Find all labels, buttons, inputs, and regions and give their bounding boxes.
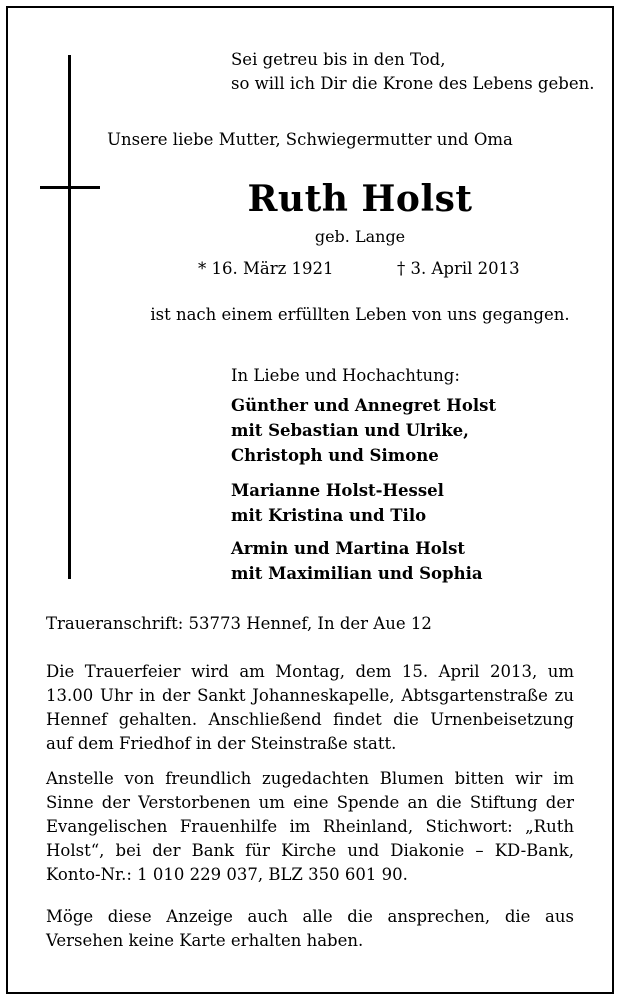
closing-paragraph: Möge diese Anzeige auch alle die ansprechen, die aus Versehen keine Karte erhalten haben. (46, 907, 574, 950)
verse-line-1: Sei getreu bis in den Tod, (231, 50, 446, 69)
family-line: mit Kristina und Tilo (231, 506, 427, 525)
intro-text: Unsere liebe Mutter, Schwiegermutter und Oma (107, 130, 513, 149)
death-date: † 3. April 2013 (397, 259, 520, 278)
family-line: Günther und Annegret Holst (231, 396, 497, 415)
family-group-3 (231, 536, 483, 586)
ceremony-paragraph: Die Trauerfeier wird am Montag, dem 15. April 2013, um 13.00 Uhr in der Sankt Johanneskapelle, Abtsgartenstraße zu Hennef gehalten. Anschließend findet die Urnenbeisetzung auf dem Friedhof in der Steinstraße statt. (46, 662, 574, 753)
maiden-name: geb. Lange (314, 227, 406, 246)
birth-date: * 16. März 1921 (198, 259, 334, 278)
family-group-1 (231, 393, 496, 468)
mourners-intro: In Liebe und Hochachtung: (231, 366, 460, 385)
donation-paragraph: Anstelle von freundlich zugedachten Blumen bitten wir im Sinne der Verstorbenen um eine Spende an die Stiftung der Evangelischen Frauenhilfe im Rheinland, Stichwort: „Ruth Holst“, bei der Bank für Kirche und Diakonie – KD-Bank, Konto-Nr.: 1 010 229 037, BLZ 350 601 90. (46, 769, 574, 884)
deceased-name: Ruth Holst (247, 178, 473, 220)
verse-line-2: so will ich Dir die Krone des Lebens geben. (231, 74, 595, 93)
family-line: mit Sebastian und Ulrike, (231, 421, 469, 440)
verse (231, 48, 594, 96)
family-line: Christoph und Simone (231, 446, 439, 465)
family-group-2 (231, 478, 444, 528)
family-line: Marianne Holst-Hessel (231, 481, 444, 500)
family-line: Armin und Martina Holst (231, 539, 465, 558)
mourning-address: Traueranschrift: 53773 Hennef, In der Aue 12 (46, 614, 432, 633)
passed-text: ist nach einem erfüllten Leben von uns gegangen. (150, 305, 570, 324)
family-line: mit Maximilian und Sophia (231, 564, 483, 583)
